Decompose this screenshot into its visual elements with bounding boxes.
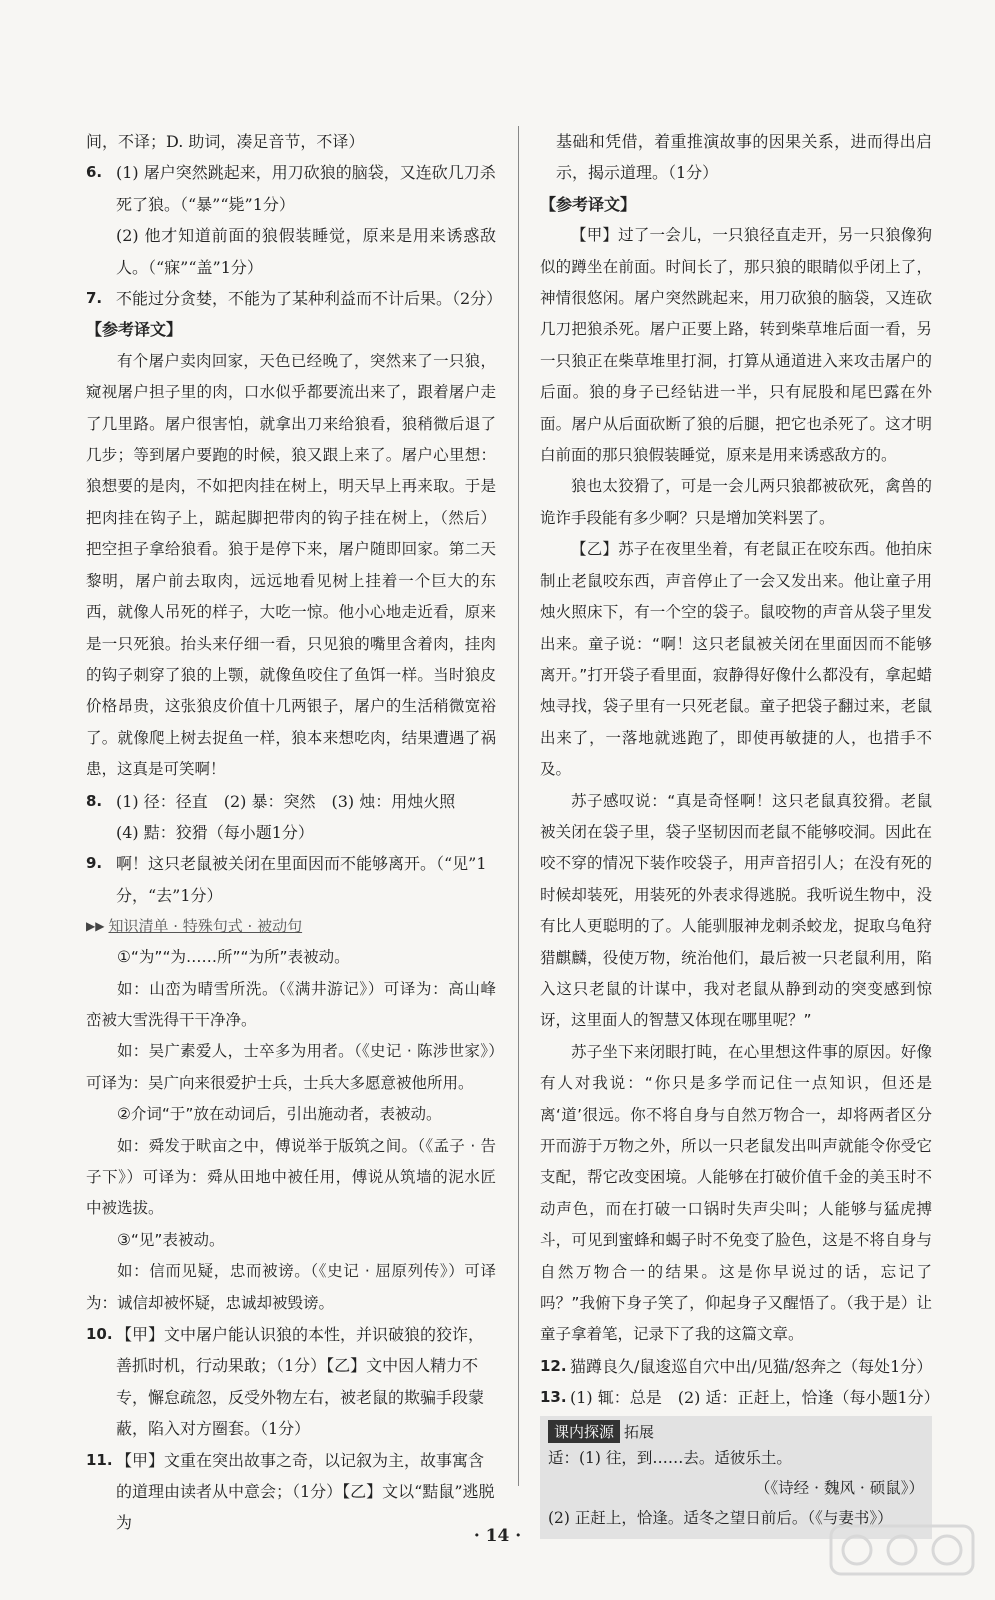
question-number: 6. — [86, 163, 103, 182]
answer-text: 猫蹲良久/鼠逡巡自穴中出/见猫/怒奔之（每处1分） — [570, 1356, 933, 1376]
translation-block — [540, 220, 932, 1351]
knowledge-item: ③“见”表被动。 — [117, 1230, 225, 1249]
question-11 — [86, 1445, 496, 1539]
question-number: 8. — [86, 791, 103, 810]
right-column — [540, 126, 940, 1539]
reference-translation-header: 【参考译文】 — [540, 194, 637, 214]
translation-paragraph: 【乙】苏子在夜里坐着，有老鼠正在咬东西。他拍床制止老鼠咬东西，声音停止了一会又发出来。他让童子用烛火照床下，有一个空的袋子。鼠咬物的声音从袋子里发出来。童子说：“啊！这只老鼠被关闭在里面因而不能够离开。”打开袋子看里面，寂静得好像什么都没有，拿起蜡烛寻找，袋子里有一只死老鼠。童子把袋子翻过来，老鼠出来了，一落地就逃跑了，即使再敏捷的人，也措手不及。 — [540, 540, 932, 779]
continued-line: 间，不译；D. 助词，凑足音节，不译） — [86, 132, 365, 151]
answer-text: 啊！这只老鼠被关闭在里面因而不能够离开。（“见”1分，“去”1分） — [116, 854, 487, 905]
left-column — [86, 126, 503, 1539]
question-13 — [540, 1382, 940, 1413]
continued-line: 基础和凭借，着重推演故事的因果关系，进而得出启示，揭示道理。（1分） — [556, 132, 932, 183]
knowledge-block — [86, 942, 496, 1319]
knowledge-example: 如：吴广素爱人，士卒多为用者。（《史记 · 陈涉世家》）可译为：吴广向来很爱护士兵，士兵大多愿意被他所用。 — [86, 1042, 496, 1092]
double-arrow-icon: ▶▶ — [86, 919, 105, 934]
extension-source: （《诗经 · 魏风 · 硕鼠》） — [754, 1478, 924, 1497]
extension-label: 拓展 — [624, 1422, 655, 1441]
translation-paragraph: 【甲】过了一会儿，一只狼径直走开，另一只狼像狗似的蹲坐在前面。时间长了，那只狼的眼睛似乎闭上了，神情很悠闲。屠户突然跳起来，用刀砍狼的脑袋，又连砍几刀把狼杀死。屠户正要上路，转到柴草堆后面一看，另一只狼正在柴草堆里打洞，打算从通道进入来攻击屠户的后面。狼的身子已经钻进一半，只有屁股和尾巴露在外面。屠户从后面砍断了狼的后腿，把它也杀死了。这才明白前面的那只狼假装睡觉，原来是用来诱惑敌方的。 — [540, 226, 932, 465]
question-number: 9. — [86, 854, 103, 873]
knowledge-item: ①“为”“为……所”“为所”表被动。 — [117, 948, 350, 967]
answer-text: 【甲】文中屠户能认识狼的本性，并识破狼的狡诈，善抓时机，行动果敢；（1分）【乙】文中因人精力不专，懈怠疏忽，反受外物左右，被老鼠的欺骗手段蒙蔽，陷入对方圈套。（1分） — [116, 1325, 485, 1439]
knowledge-title: 知识清单 · 特殊句式 · 被动句 — [108, 917, 303, 936]
reference-translation-header: 【参考译文】 — [86, 320, 183, 340]
question-number: 12. — [540, 1356, 567, 1375]
translation-paragraph: 狼也太狡猾了，可是一会儿两只狼都被砍死，禽兽的诡诈手段能有多少啊？只是增加笑料罢了。 — [540, 477, 932, 527]
extension-line: 适：(1) 往，到……去。适彼乐土。 — [548, 1448, 792, 1467]
question-number: 10. — [86, 1325, 113, 1344]
knowledge-example: 如：信而见疑，忠而被谤。（《史记 · 屈原列传》）可译为：诚信却被怀疑，忠诚却被毁谤。 — [86, 1262, 496, 1312]
answer-text: (1) 辄：总是 (2) 适：正赶上，恰逢（每小题1分） — [570, 1388, 940, 1408]
column-divider — [518, 126, 519, 1486]
translation-paragraph: 苏子感叹说：“真是奇怪啊！这只老鼠真狡猾。老鼠被关闭在袋子里，袋子坚韧因而老鼠不能够咬洞。因此在咬不穿的情况下装作咬袋子，用声音招引人；在没有死的时候却装死，用装死的外表求得逃脱。我听说生物中，没有比人更聪明的了。人能驯服神龙刺杀蛟龙，捉取乌龟狩猎麒麟，役使万物，统治他们，最后被一只老鼠利用，陷入这只老鼠的计谋中，我对老鼠从静到动的突变感到惊讶，这里面人的智慧又体现在哪里呢？” — [540, 791, 932, 1030]
question-number: 7. — [86, 289, 103, 308]
question-6 — [86, 157, 496, 220]
question-7 — [86, 283, 503, 314]
source-tag: 课内探源 — [548, 1420, 620, 1443]
knowledge-list-header — [86, 911, 496, 942]
answer-sub: (4) 黠：狡猾（每小题1分） — [116, 822, 314, 842]
extension-line: (2) 正赶上，恰逢。适冬之望日前后。（《与妻书》） — [548, 1508, 893, 1527]
translation-paragraph: 苏子坐下来闭眼打盹，在心里想这件事的原因。好像有人对我说：“你只是多学而记住一点知识，但还是离‘道’很远。你不将自身与自然万物合一，却将两者区分开而游于万物之外，所以一只老鼠发出叫声就能令你受它支配，帮它改变困境。人能够在打破价值千金的美玉时不动声色，而在打破一口锅时失声尖叫；人能够与猛虎搏斗，可见到蜜蜂和蝎子时不免变了脸色，这是不将自身与自然万物合一的结果。这是你早说过的话，忘记了吗？”我俯下身子笑了，仰起身子又醒悟了。（我于是）让童子拿着笔，记录下了我的这篇文章。 — [540, 1042, 932, 1344]
answer-sub: (2) 他才知道前面的狼假装睡觉，原来是用来诱惑敌人。（“寐”“盖”1分） — [116, 226, 496, 277]
knowledge-item: ②介词“于”放在动词后，引出施动者，表被动。 — [117, 1105, 442, 1124]
answer-text: 不能过分贪婪，不能为了某种利益而不计后果。（2分） — [116, 289, 503, 309]
answer-text: (1) 径：径直 (2) 暴：突然 (3) 烛：用烛火照 — [116, 791, 456, 811]
knowledge-example: 如：舜发于畎亩之中，傅说举于版筑之间。（《孟子 · 告子下》）可译为：舜从田地中被任用，傅说从筑墙的泥水匠中被选拔。 — [86, 1136, 496, 1218]
translation-paragraph: 有个屠户卖肉回家，天色已经晚了，突然来了一只狼，窥视屠户担子里的肉，口水似乎都要流出来了，跟着屠户走了几里路。屠户很害怕，就拿出刀来给狼看，狼稍微后退了几步；等到屠户要跑的时候，狼又跟上来了。屠户心里想：狼想要的是肉，不如把肉挂在树上，明天早上再来取。于是把肉挂在钩子上，踮起脚把带肉的钩子挂在树上，（然后）把空担子拿给狼看。狼于是停下来，屠户随即回家。第二天黎明，屠户前去取肉，远远地看见树上挂着一个巨大的东西，就像人吊死的样子，大吃一惊。他小心地走近看，原来是一只死狼。抬头来仔细一看，只见狼的嘴里含着肉，挂肉的钩子刺穿了狼的上颚，就像鱼咬住了鱼饵一样。当时狼皮价格昂贵，这张狼皮价值十几两银子，屠户的生活稍微宽裕了。就像爬上树去捉鱼一样，狼本来想吃肉，结果遭遇了祸患，这真是可笑啊！ — [86, 351, 496, 779]
question-10 — [86, 1319, 496, 1445]
question-8 — [86, 786, 496, 817]
knowledge-example: 如：山峦为晴雪所洗。（《满井游记》）可译为：高山峰峦被大雪洗得干干净净。 — [86, 979, 496, 1029]
watermark-logo — [827, 1520, 977, 1580]
question-number: 11. — [86, 1450, 113, 1469]
answer-text: 【甲】文重在突出故事之奇，以记叙为主，故事寓含的道理由读者从中意会；（1分）【乙】文以“黠鼠”逃脱为 — [116, 1450, 495, 1533]
question-9 — [86, 848, 496, 911]
question-number: 13. — [540, 1388, 567, 1407]
translation-block — [86, 346, 496, 786]
question-12 — [540, 1351, 932, 1382]
page-number: · 14 · — [473, 1526, 522, 1546]
answer-text: (1) 屠户突然跳起来，用刀砍狼的脑袋，又连砍几刀杀死了狼。（“暴”“毙”1分） — [116, 163, 496, 214]
